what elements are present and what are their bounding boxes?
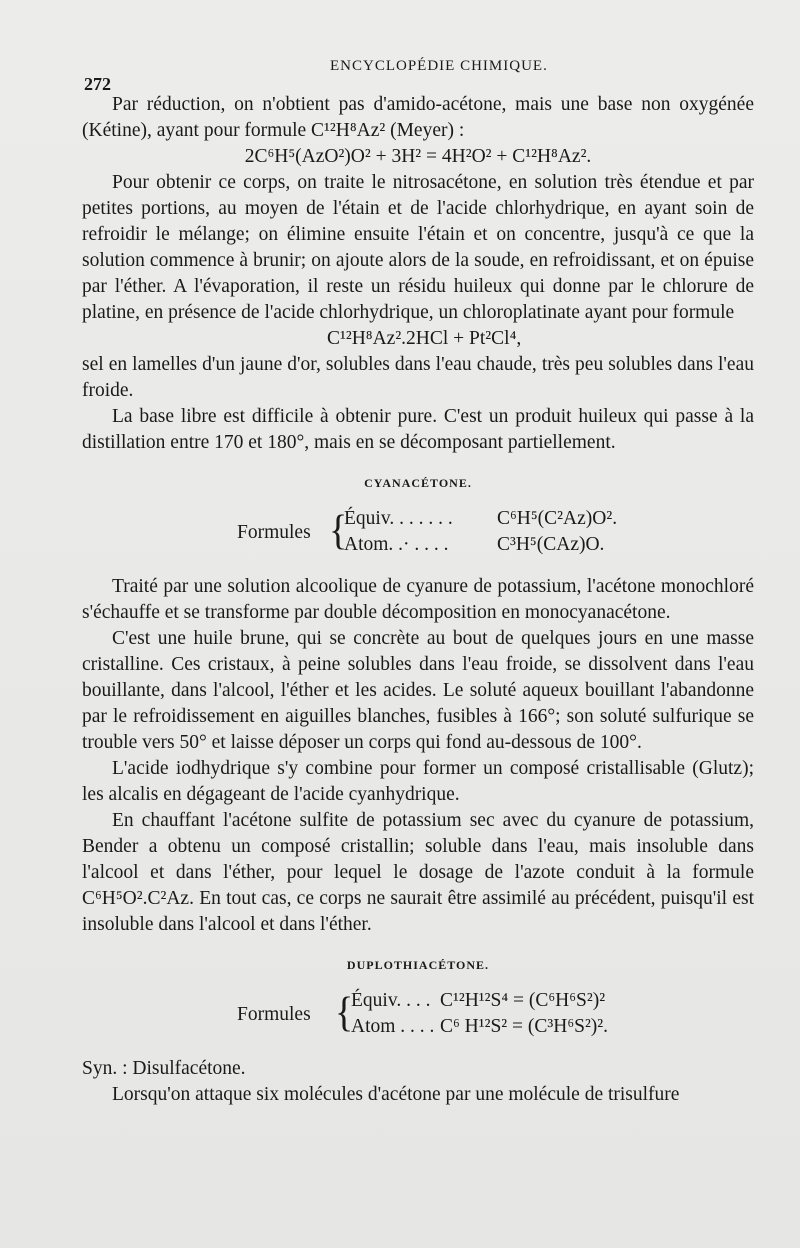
running-head: ENCYCLOPÉDIE CHIMIQUE. (330, 58, 548, 74)
brace-icon: { (329, 507, 348, 555)
formula-label: Formules (237, 1004, 311, 1025)
paragraph-iodhydric: L'acide iodhydrique s'y combine pour former un composé cristallisable (Glutz); les alcalis en dégageant de l'acide cyanhydrique. (82, 758, 754, 805)
paragraph-ketine: Par réduction, on n'obtient pas d'amido-acétone, mais une base non oxygénée (Kétine), ayant pour formule C¹²H⁸Az² (Meyer) : (82, 94, 754, 141)
formula-block-cyanacetone (82, 506, 754, 562)
paragraph-preparation: Pour obtenir ce corps, on traite le nitrosacétone, en solution très étendue et par petites portions, au moyen de l'étain et de l'acide chlorhydrique, en ayant soin de refroidir le mélange; on élimine ensuite l'étain et on concentre, jusqu'à ce que la solution commence à brunir; on ajoute alors de la soude, en refroidissant, et on épuise par l'éther. A l'évaporation, il reste un résidu huileux qui donne par le chlorure de platine, en présence de l'acide chlorhydrique, un chloroplatinate ayant pour formule (82, 172, 754, 323)
formula-line-atom-label: Atom . . . . (351, 1016, 435, 1037)
formula-atom-value: C⁶ H¹²S² = (C³H⁶S²)². (440, 1016, 609, 1037)
formula-line-atom-label: Atom. .· . . . . (344, 534, 449, 555)
formula-equiv-value: C¹²H¹²S⁴ = (C⁶H⁶S²)² (440, 990, 606, 1011)
formula-block-duplothiacetone (82, 988, 754, 1044)
equation-reduction: 2C⁶H⁵(AzO²)O² + 3H² = 4H²O² + C¹²H⁸Az². (244, 146, 592, 167)
paragraph-bender: En chauffant l'acétone sulfite de potassium sec avec du cyanure de potassium, Bender a obtenu un composé cristallin; soluble dans l'eau, mais insoluble dans l'alcool et dans l'éther, pour lequel le dosage de l'azote conduit à la formule C⁶H⁵O².C²Az. En tout cas, ce corps ne saurait être assimilé au précédent, puisqu'il est insoluble dans l'alcool et dans l'éther. (82, 810, 754, 935)
paragraph-treatment: Traité par une solution alcoolique de cyanure de potassium, l'acétone monochloré s'échauffe et se transforme par double décomposition en monocyanacétone. (82, 576, 754, 623)
formula-label: Formules (237, 522, 311, 543)
paragraph-synonym: Syn. : Disulfacétone. (82, 1058, 246, 1079)
formula-atom-value: C³H⁵(CAz)O. (497, 534, 605, 555)
equation-chloroplatinate: C¹²H⁸Az².2HCl + Pt²Cl⁴, (327, 328, 522, 349)
paragraph-final: Lorsqu'on attaque six molécules d'acétone par une molécule de trisulfure (112, 1084, 680, 1105)
brace-icon: { (335, 989, 354, 1037)
section-title-cyanacetone: CYANACÉTONE. (364, 476, 472, 490)
formula-equiv-value: C⁶H⁵(C²Az)O². (497, 508, 618, 529)
page-body (82, 92, 754, 1108)
formula-line-equiv-label: Équiv. . . . . . . (344, 508, 453, 529)
page-number: 272 (84, 74, 111, 94)
paragraph-salt: sel en lamelles d'un jaune d'or, solubles dans l'eau chaude, très peu solubles dans l'eau froide. (82, 354, 754, 401)
paragraph-properties: C'est une huile brune, qui se concrète au bout de quelques jours en une masse cristalline. Ces cristaux, à peine solubles dans l'eau froide, se dissolvent dans l'eau bouillante, dans l'alcool, l'éther et les acides. Le soluté aqueux bouillant l'abandonne par le refroidissement en aiguilles blanches, fusibles à 166°; son soluté sulfurique se trouble vers 50° et laisse déposer un corps qui fond au-dessous de 100°. (82, 628, 754, 753)
section-title-duplothiacetone: DUPLOTHIACÉTONE. (346, 958, 490, 972)
paragraph-free-base: La base libre est difficile à obtenir pure. C'est un produit huileux qui passe à la distillation entre 170 et 180°, mais en se décomposant partiellement. (82, 406, 754, 453)
formula-line-equiv-label: Équiv. . . . (351, 990, 431, 1011)
